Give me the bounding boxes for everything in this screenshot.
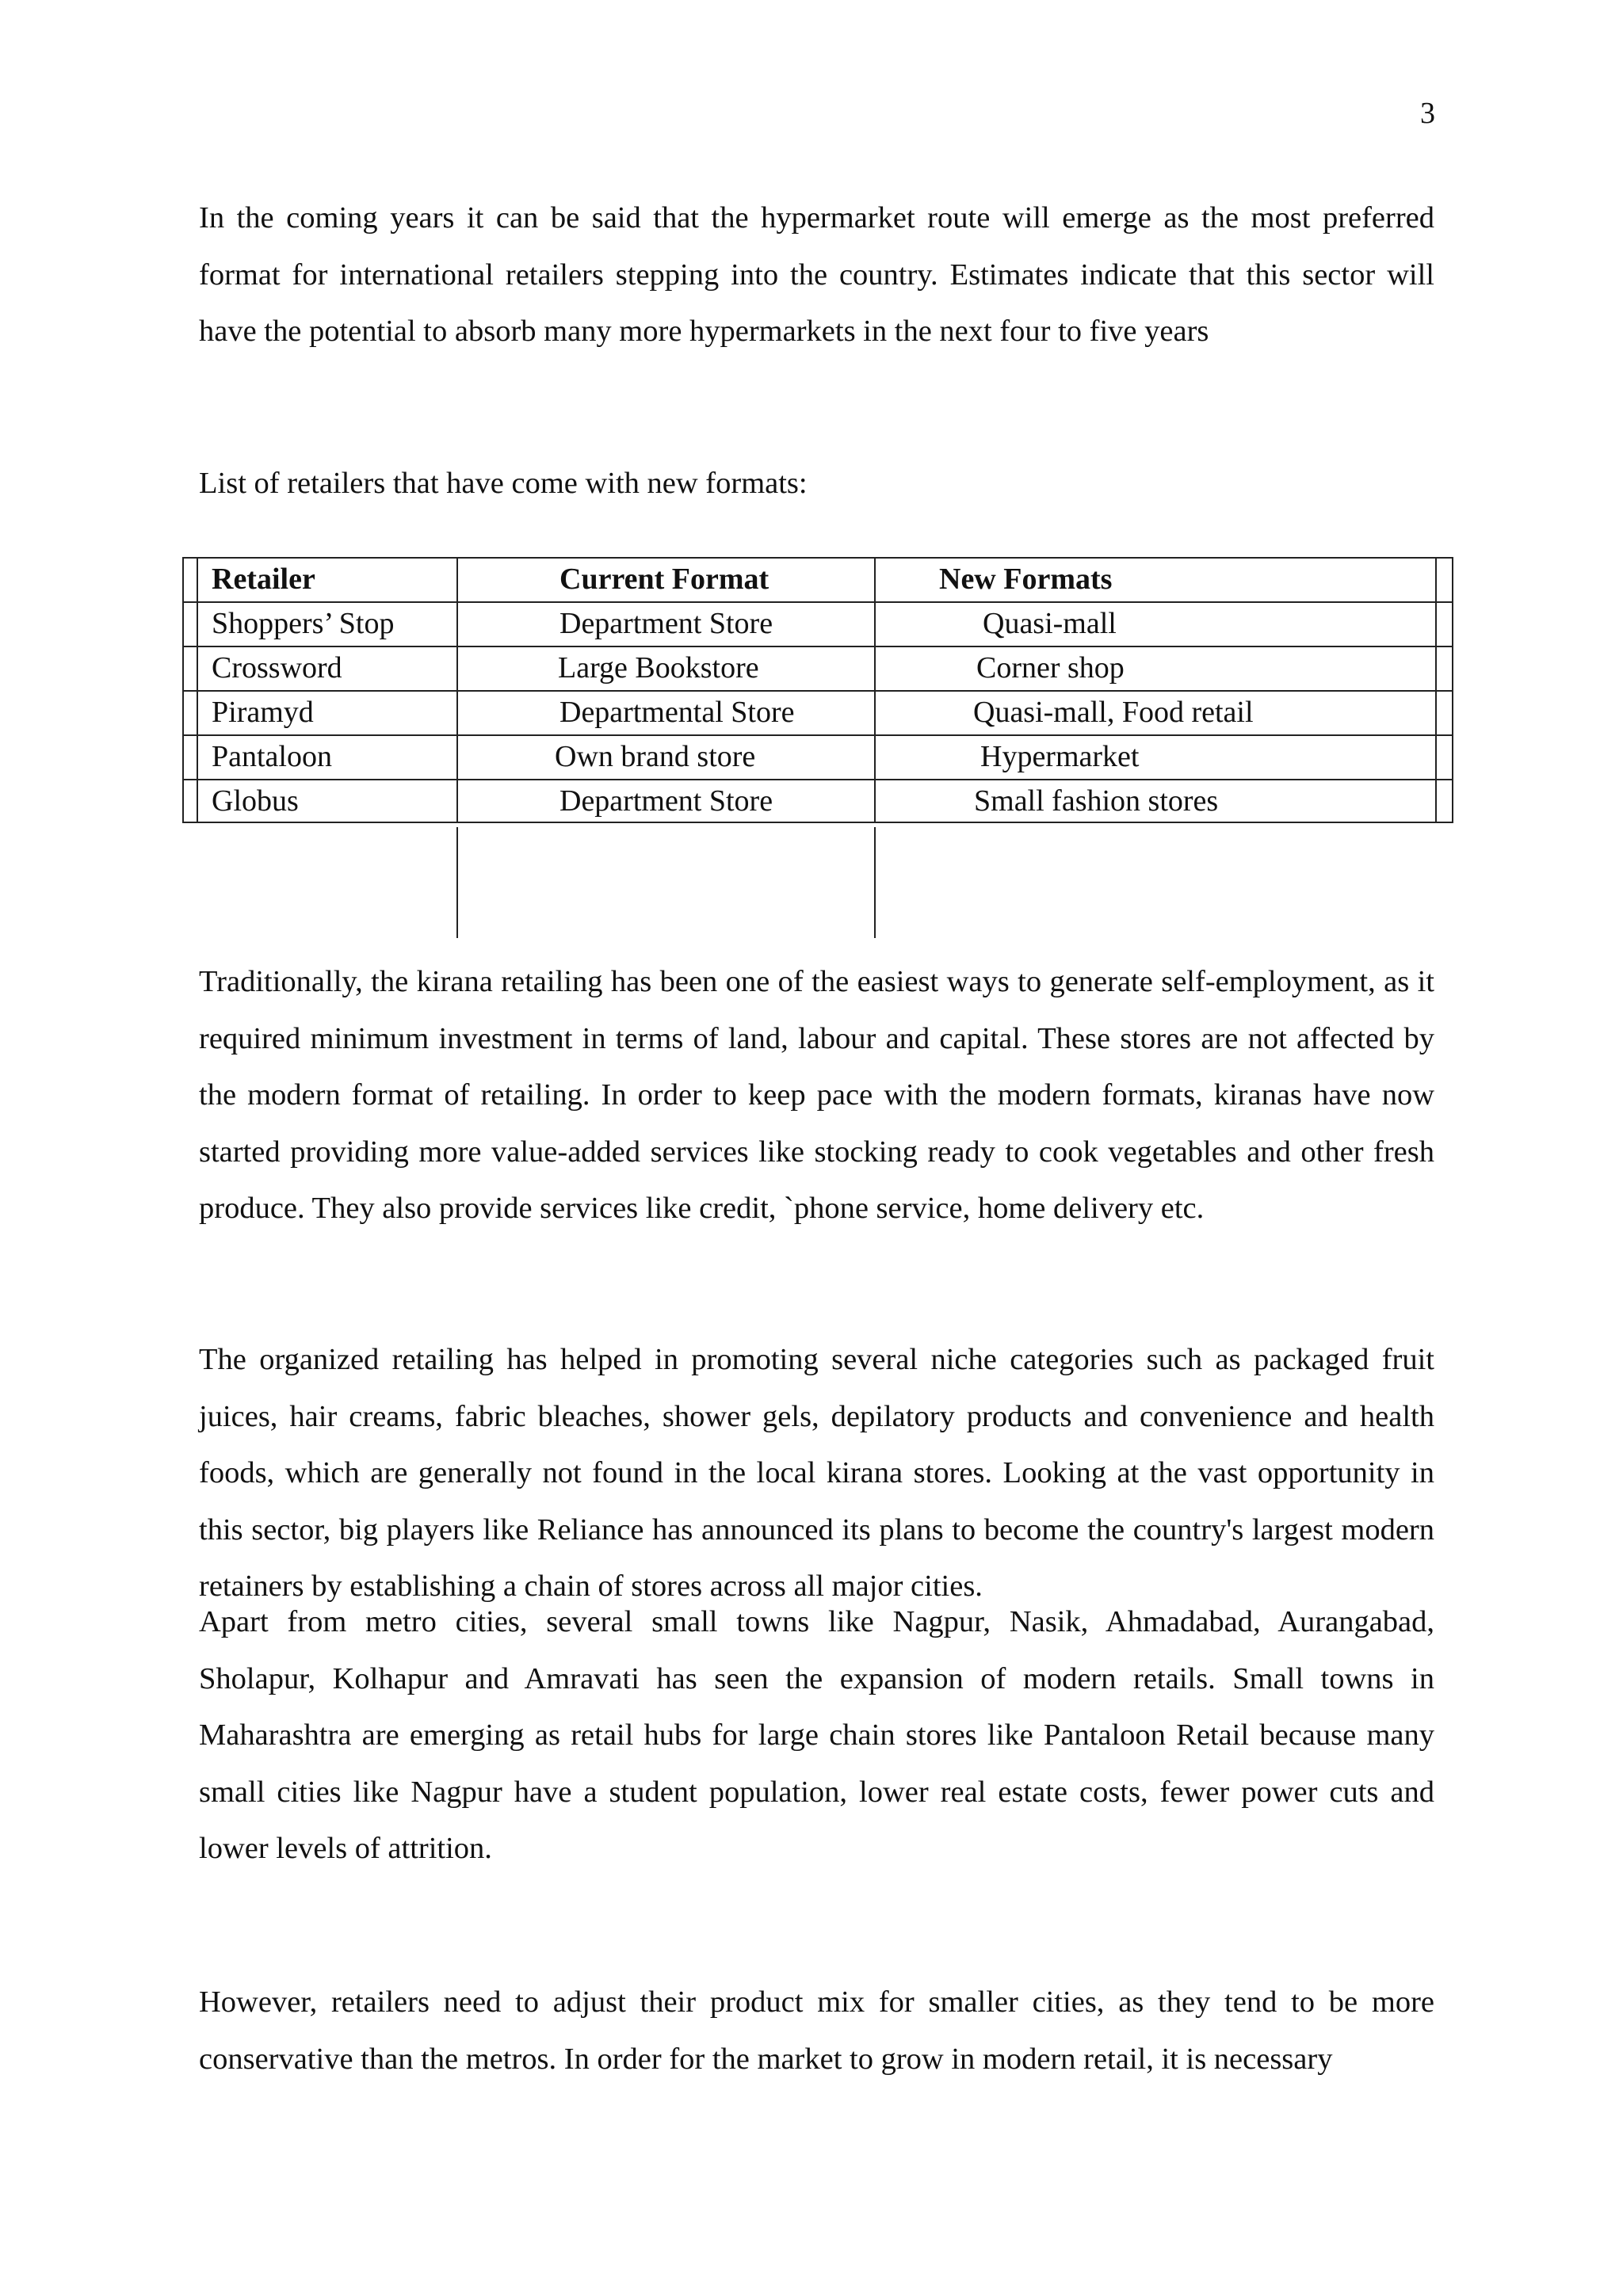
cell-new-formats: Small fashion stores (974, 784, 1219, 818)
paragraph-product-mix: However, retailers need to adjust their product mix for smaller cities, as they tend to be more conservative than the metros. In order for the market to grow in modern retail, it is necessary (199, 1985, 1434, 2076)
paragraph-small-towns: Apart from metro cities, several small towns like Nagpur, Nasik, Ahmadabad, Aurangabad, Sholapur, Kolhapur and Amravati has seen the expansion of modern retails. Small towns in Maharashtra are emerging as retail hubs for large chain stores like Pantaloon Retail because many small cities like Nagpur have a student population, lower real estate costs, fewer power cuts and lower levels of attrition. (199, 1605, 1434, 1865)
table-header-row (182, 557, 1453, 601)
header-retailer: Retailer (212, 563, 315, 596)
cell-current-format: Department Store (559, 784, 773, 818)
cell-retailer: Crossword (212, 651, 342, 685)
cell-new-formats: Corner shop (976, 651, 1125, 685)
cell-current-format: Large Bookstore (558, 651, 759, 685)
cell-new-formats: Quasi-mall, Food retail (973, 696, 1254, 729)
table-empty-column-line (874, 827, 876, 938)
page-number: 3 (1420, 97, 1435, 130)
paragraph-hypermarket: In the coming years it can be said that the hypermarket route will emerge as the most preferred format for international retailers stepping into the country. Estimates indicate that this sector will have the potential to absorb many more hypermarkets in the next four to five years (199, 201, 1434, 348)
retailers-table (182, 557, 1453, 823)
table-row (182, 646, 1453, 690)
cell-retailer: Pantaloon (212, 740, 332, 773)
header-current-format: Current Format (559, 563, 769, 596)
paragraph-organized-retailing: The organized retailing has helped in promoting several niche categories such as packaged fruit juices, hair creams, fabric bleaches, shower gels, depilatory products and convenience and health foods, which are generally not found in the local kirana stores. Looking at the vast opportunity in this sector, big players like Reliance has announced its plans to become the country's largest modern retainers by establishing a chain of stores across all major cities. (199, 1343, 1434, 1603)
table-empty-column-line (456, 827, 458, 938)
cell-retailer: Globus (212, 784, 299, 818)
cell-retailer: Shoppers’ Stop (212, 607, 395, 640)
cell-new-formats: Hypermarket (980, 740, 1140, 773)
paragraph-kirana: Traditionally, the kirana retailing has been one of the easiest ways to generate self-employment, as it required minimum investment in terms of land, labour and capital. These stores are not affected by the modern format of retailing. In order to keep pace with the modern formats, kiranas have now started providing more value-added services like stocking ready to cook vegetables and other fresh produce. They also provide services like credit, `phone service, home delivery etc. (199, 965, 1434, 1225)
cell-new-formats: Quasi-mall (983, 607, 1117, 640)
cell-current-format: Own brand store (555, 740, 756, 773)
list-heading: List of retailers that have come with new formats: (199, 467, 808, 500)
table-row (182, 779, 1453, 823)
cell-retailer: Piramyd (212, 696, 314, 729)
table-row (182, 601, 1453, 646)
cell-current-format: Department Store (559, 607, 773, 640)
table-row (182, 734, 1453, 779)
header-new-formats: New Formats (939, 563, 1113, 596)
cell-current-format: Departmental Store (559, 696, 795, 729)
table-row (182, 690, 1453, 734)
